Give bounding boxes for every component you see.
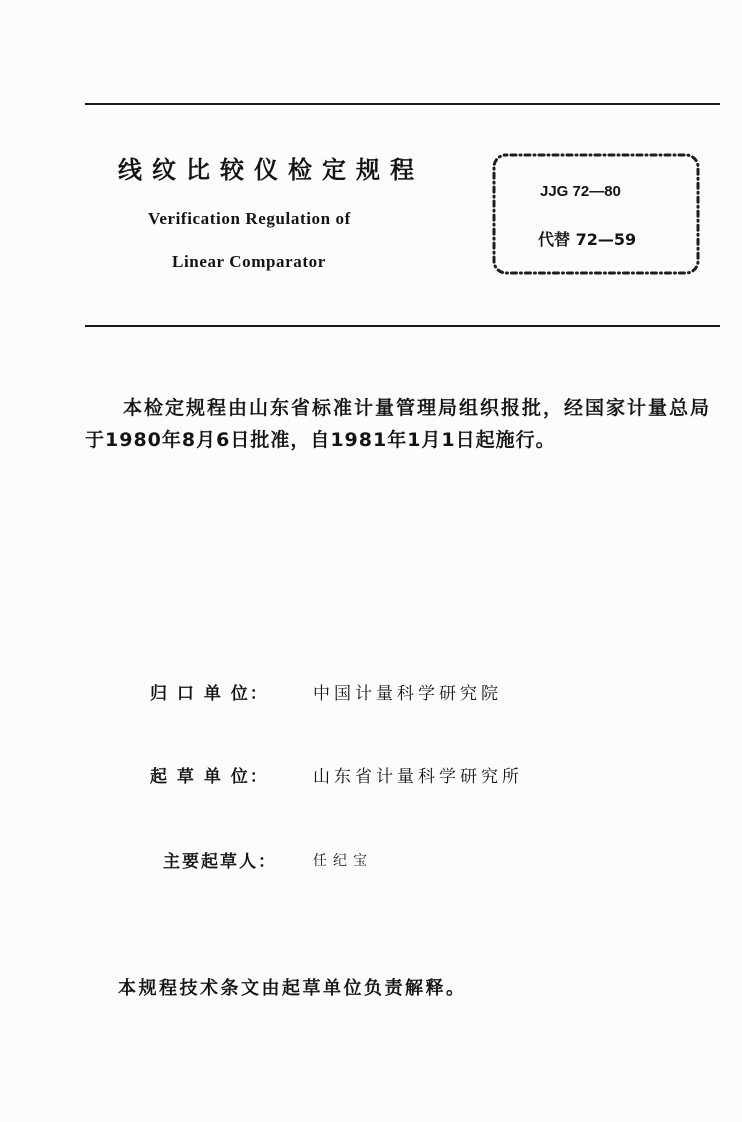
approval-text-line2: 于1980年8月6日批准，自1981年1月1日起施行。 — [85, 429, 556, 451]
credit-label-drafting-unit: 起 草 单 位： — [150, 767, 269, 787]
top-rule — [85, 103, 720, 105]
standard-code: JJG 72—80 — [540, 183, 621, 200]
title-english-line2: Linear Comparator — [172, 252, 326, 271]
title-chinese: 线纹比较仪检定规程 — [118, 156, 424, 184]
credit-value-responsible-unit: 中国计量科学研究院 — [313, 684, 502, 704]
interpretation-note: 本规程技术条文由起草单位负责解释。 — [118, 978, 467, 999]
credit-value-drafting-unit: 山东省计量科学研究所 — [313, 767, 523, 787]
credit-label-main-drafter: 主要起草人： — [163, 852, 277, 872]
credit-value-main-drafter: 任纪宝 — [313, 853, 373, 869]
bottom-rule — [85, 325, 720, 327]
title-english-line1: Verification Regulation of — [148, 209, 351, 228]
replaces-code: 代替 72—59 — [538, 230, 637, 249]
credit-label-responsible-unit: 归 口 单 位： — [150, 684, 269, 704]
approval-text-line1: 本检定规程由山东省标准计量管理局组织报批，经国家计量总局 — [123, 397, 712, 419]
ornamental-border — [489, 150, 703, 278]
